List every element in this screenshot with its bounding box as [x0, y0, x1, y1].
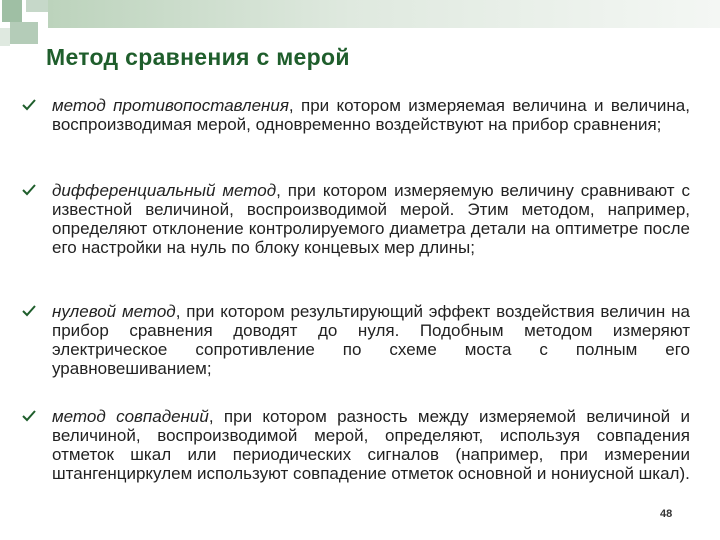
list-item	[22, 181, 690, 257]
page-number: 48	[660, 508, 673, 520]
list-item-text	[52, 302, 690, 378]
check-bullet-icon	[22, 98, 36, 112]
method-term: метод противопоставления	[52, 96, 289, 115]
list-item-text	[52, 181, 690, 257]
decor-square	[2, 0, 22, 22]
list-item	[22, 407, 690, 483]
method-description: , при котором измеряемая величина и величина, воспроизводимая мерой, одновременно воздействуют на прибор сравнения;	[52, 96, 690, 134]
list-item	[22, 96, 690, 134]
method-description: , при котором разность между измеряемой величиной и величиной, воспроизводимой мерой, определяют, используя совпадения отметок шкал или периодических сигналов (например, при измерении штангенциркулем используют совпадение отметок основной и нониусной шкал).	[52, 407, 691, 483]
check-bullet-icon	[22, 409, 36, 423]
method-term: метод совпадений	[52, 407, 209, 426]
method-term: нулевой метод	[52, 302, 176, 321]
check-bullet-icon	[22, 183, 36, 197]
slide-title: Метод сравнения с мерой	[46, 44, 350, 70]
method-term: дифференциальный метод	[52, 181, 277, 200]
list-item	[22, 302, 690, 378]
method-description: , при котором результирующий эффект воздействия величин на прибор сравнения доводят до нуля. Подобным методом измеряют электрическое сопротивление по схеме моста с полным его уравновешиванием;	[52, 302, 690, 378]
header-gradient-bar	[48, 0, 720, 28]
list-item-text	[52, 96, 690, 134]
method-description: , при котором измеряемую величину сравнивают с известной величиной, воспроизводимой мерой. Этим методом, например, определяют отклонение контролируемого диаметра детали на оптиметре после его настройки на нуль по блоку концевых мер длины;	[52, 181, 690, 257]
list-item-text	[52, 407, 690, 483]
decor-square	[26, 0, 48, 12]
check-bullet-icon	[22, 304, 36, 318]
decor-square	[0, 28, 10, 46]
decor-square	[10, 22, 38, 44]
